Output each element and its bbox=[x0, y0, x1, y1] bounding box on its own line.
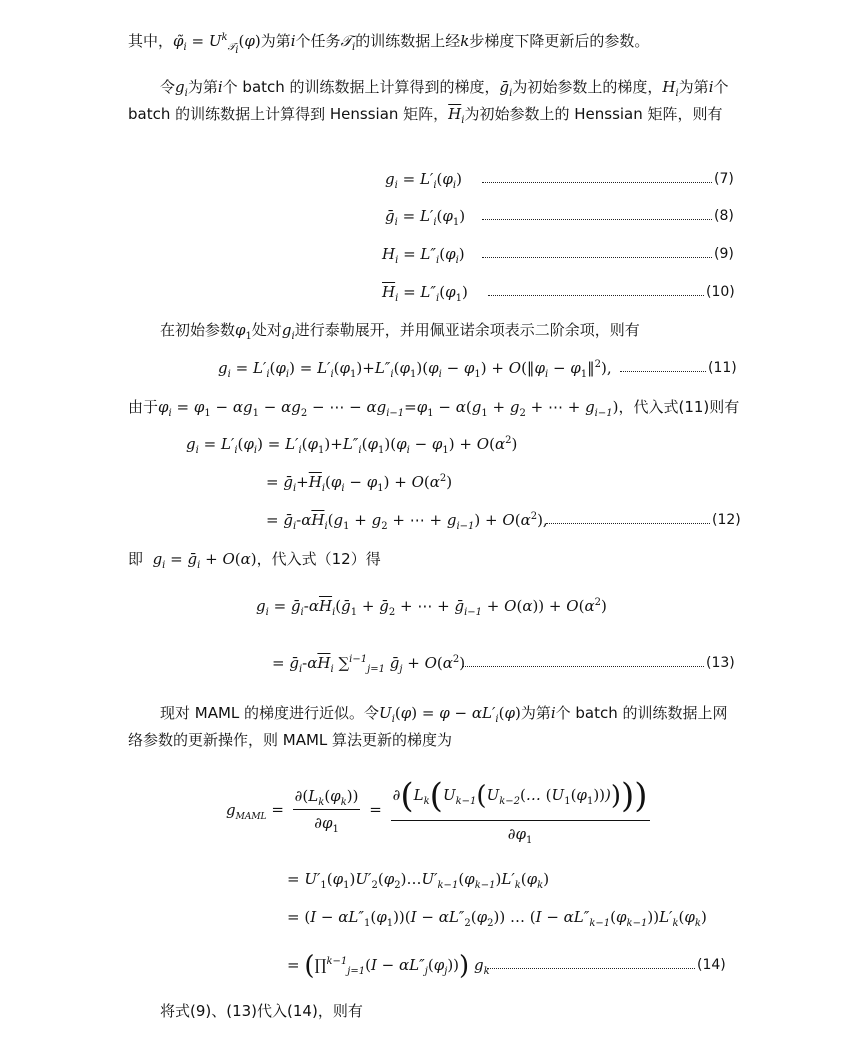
equation-number: (8) bbox=[714, 208, 734, 224]
text: 由于 bbox=[128, 398, 159, 416]
math-inline: i bbox=[217, 78, 223, 96]
text: 现对 MAML 的梯度进行近似。令 bbox=[160, 704, 380, 722]
math-inline: $g_i$ = ḡ$_i$ + O(α) bbox=[152, 550, 257, 571]
math-inline: $\varphi_1$ bbox=[235, 321, 252, 342]
math-inline: i bbox=[550, 704, 556, 722]
text: 为第 bbox=[260, 32, 291, 50]
equation-number: (13) bbox=[706, 655, 735, 671]
equation-14-line-2: = $U'_1(\varphi_1)U'_2(\varphi_2)\dots U'_{k-1}(\varphi_{k-1})L'_k(\varphi_k)$ bbox=[287, 870, 550, 891]
text: ，代入式(11)则有 bbox=[618, 398, 740, 416]
text: ，代入式（12）得 bbox=[256, 550, 381, 568]
text: 处对 bbox=[251, 321, 282, 339]
text: 进行泰勒展开，并用佩亚诺余项表示二阶余项，则有 bbox=[294, 321, 640, 339]
equation-7-number bbox=[482, 167, 734, 191]
math-inline: 𝒯$_i$ bbox=[340, 32, 356, 53]
equation-8: ḡ$_i$ = $L'_i(\varphi_1)$ bbox=[385, 207, 466, 228]
equation-13-line-1: $g_i$ = $ḡ_i-\alpha\overline{H}_i(ḡ_1$ + ḡ$_2$ + ⋯ + ḡ$_{i-1}$ + $O(\alpha)) + O(\alpha^2)$ bbox=[256, 597, 607, 618]
equation-14-line-3: = $(I - \alpha L''_1(\varphi_1))(I - \alpha L''_2(\varphi_2))$ … $(I - \alpha L''_{k-1}(\varphi_{k-1}))L'_k(\varphi_k)$ bbox=[287, 908, 707, 929]
text: 为初始参数上的梯度， bbox=[512, 78, 663, 96]
text: 其中， bbox=[128, 32, 174, 50]
paragraph-2 bbox=[128, 74, 738, 128]
equation-13-line-2: = $ḡ_i-\alpha\overline{H}_i$ ∑$^{i-1}_{j=1}$ ḡ$_j$ + $O(\alpha^2)$ bbox=[272, 654, 466, 675]
equation-14-number bbox=[487, 953, 726, 977]
text: 为初始参数上的 Henssian 矩阵，则有 bbox=[464, 105, 723, 123]
equation-12-number bbox=[546, 508, 741, 532]
paragraph-3 bbox=[128, 317, 738, 344]
equation-7: $g_i = L'_i(\varphi_i)$ bbox=[385, 170, 462, 191]
equation-number: (7) bbox=[714, 171, 734, 187]
equation-10-number bbox=[488, 280, 735, 304]
text: 的训练数据上经 bbox=[355, 32, 461, 50]
equation-12-line-2: = $ḡ_i+\overline{H}_i(\varphi_i - \varphi_1) + O(\alpha^2)$ bbox=[266, 473, 453, 494]
equation-11: $g_i = L'_i(\varphi_i) = L'_i(\varphi_1)+L''_i(\varphi_1)(\varphi_i - \varphi_1)$ + $O(‖\varphi_i$ − $\varphi_1‖^2$), bbox=[218, 359, 612, 380]
text: 个 batch 的训练数据上计算得到的梯度， bbox=[222, 78, 500, 96]
math-inline: i bbox=[708, 78, 714, 96]
equation-12-line-3: = $ḡ_i-\alpha\overline{H}_i(g_1 + g_2$ + ⋯ + $g_{i-1}) + O(\alpha^2)$, bbox=[266, 511, 548, 532]
equation-9-number bbox=[482, 242, 734, 266]
text: 令 bbox=[160, 78, 176, 96]
math-inline: $H_i$ bbox=[662, 78, 679, 99]
equation-12-line-1: $g_i = L'_i(\varphi_i) = L'_i(\varphi_1)+L''_i(\varphi_1)(\varphi_i - \varphi_1) + O(\alpha^2)$ bbox=[186, 435, 518, 456]
text: 为第 bbox=[678, 78, 709, 96]
math-inline: $\varphi_i = \varphi_1 - \alpha g_1 - \alpha g_2$ − ⋯ − $\alpha g_{i-1}=\varphi_1 - \alpha(g_1 + g_2$ + ⋯ + $g_{i-1}$) bbox=[158, 398, 619, 419]
equation-number: (14) bbox=[697, 957, 726, 973]
equation-14-line-1: $g_{MAML}$ = $\frac{\partial(L_k(\varphi_k))}{\partial\varphi_1}$ = $\frac{\partial(L_k(U_{k-1}(U_{k-2}(\dots (U_1(\varphi_1))))))}{\partial\varphi_1}$ bbox=[226, 776, 648, 846]
paragraph-1 bbox=[128, 28, 738, 55]
text: 个 batch 的训练数据上计算得到 Henssian 矩阵， bbox=[128, 78, 729, 123]
math-inline: $U_i(\varphi) = \varphi - \alpha L'_i(\varphi)$ bbox=[379, 704, 521, 725]
math-inline: $g_i$ bbox=[281, 321, 295, 342]
equation-13-number bbox=[462, 651, 735, 675]
paragraph-4 bbox=[128, 394, 768, 421]
math-inline: $g_i$ bbox=[175, 78, 188, 99]
equation-9: $H_i = L''_i(\varphi_i)$ bbox=[382, 245, 465, 266]
paragraph-5 bbox=[128, 546, 738, 573]
text: 在初始参数 bbox=[160, 321, 236, 339]
equation-10: $\overline{H}_i = L''_i(\varphi_1)$ bbox=[382, 283, 468, 304]
text: 将式(9)、(13)代入(14)，则有 bbox=[160, 1002, 363, 1020]
equation-number: (9) bbox=[714, 246, 734, 262]
text: 步梯度下降更新后的参数。 bbox=[469, 32, 650, 50]
paragraph-7 bbox=[128, 998, 738, 1025]
equation-11-number bbox=[620, 356, 737, 380]
fraction-left: $\frac{\partial(L_k(\varphi_k))}{\partial\varphi_1}$ bbox=[294, 787, 359, 835]
math-inline: $\varphĩ_i = U^k_{𝒯_i}(\varphi)$ bbox=[173, 32, 261, 56]
text: 为第 bbox=[187, 78, 218, 96]
fraction-right: $\frac{\partial(L_k(U_{k-1}(U_{k-2}(\dots (U_1(\varphi_1))))))}{\partial\varphi_1}$ bbox=[392, 776, 648, 846]
math-inline: $\overline{H}$ bbox=[448, 105, 462, 123]
text: 个任务 bbox=[295, 32, 341, 50]
math-inline: i bbox=[290, 32, 296, 50]
text: 即 bbox=[128, 550, 144, 568]
equation-number: (10) bbox=[706, 284, 735, 300]
equation-number: (12) bbox=[712, 512, 741, 528]
text: 个 batch 的训练数据上网络参数的更新操作，则 MAML 算法更新的梯度为 bbox=[128, 704, 728, 749]
math-inline: k bbox=[460, 32, 470, 50]
text: 为第 bbox=[520, 704, 551, 722]
equation-14-line-4: = (∏$^{k-1}_{j=1}$(I − $\alpha L''_j(\varphi_j)$)) $g_k$ bbox=[287, 951, 490, 981]
math-inline: i bbox=[461, 115, 465, 126]
paragraph-6 bbox=[128, 700, 740, 754]
equation-number: (11) bbox=[708, 360, 737, 376]
equation-8-number bbox=[482, 204, 734, 228]
math-inline: ḡ$_i$ bbox=[499, 78, 513, 99]
